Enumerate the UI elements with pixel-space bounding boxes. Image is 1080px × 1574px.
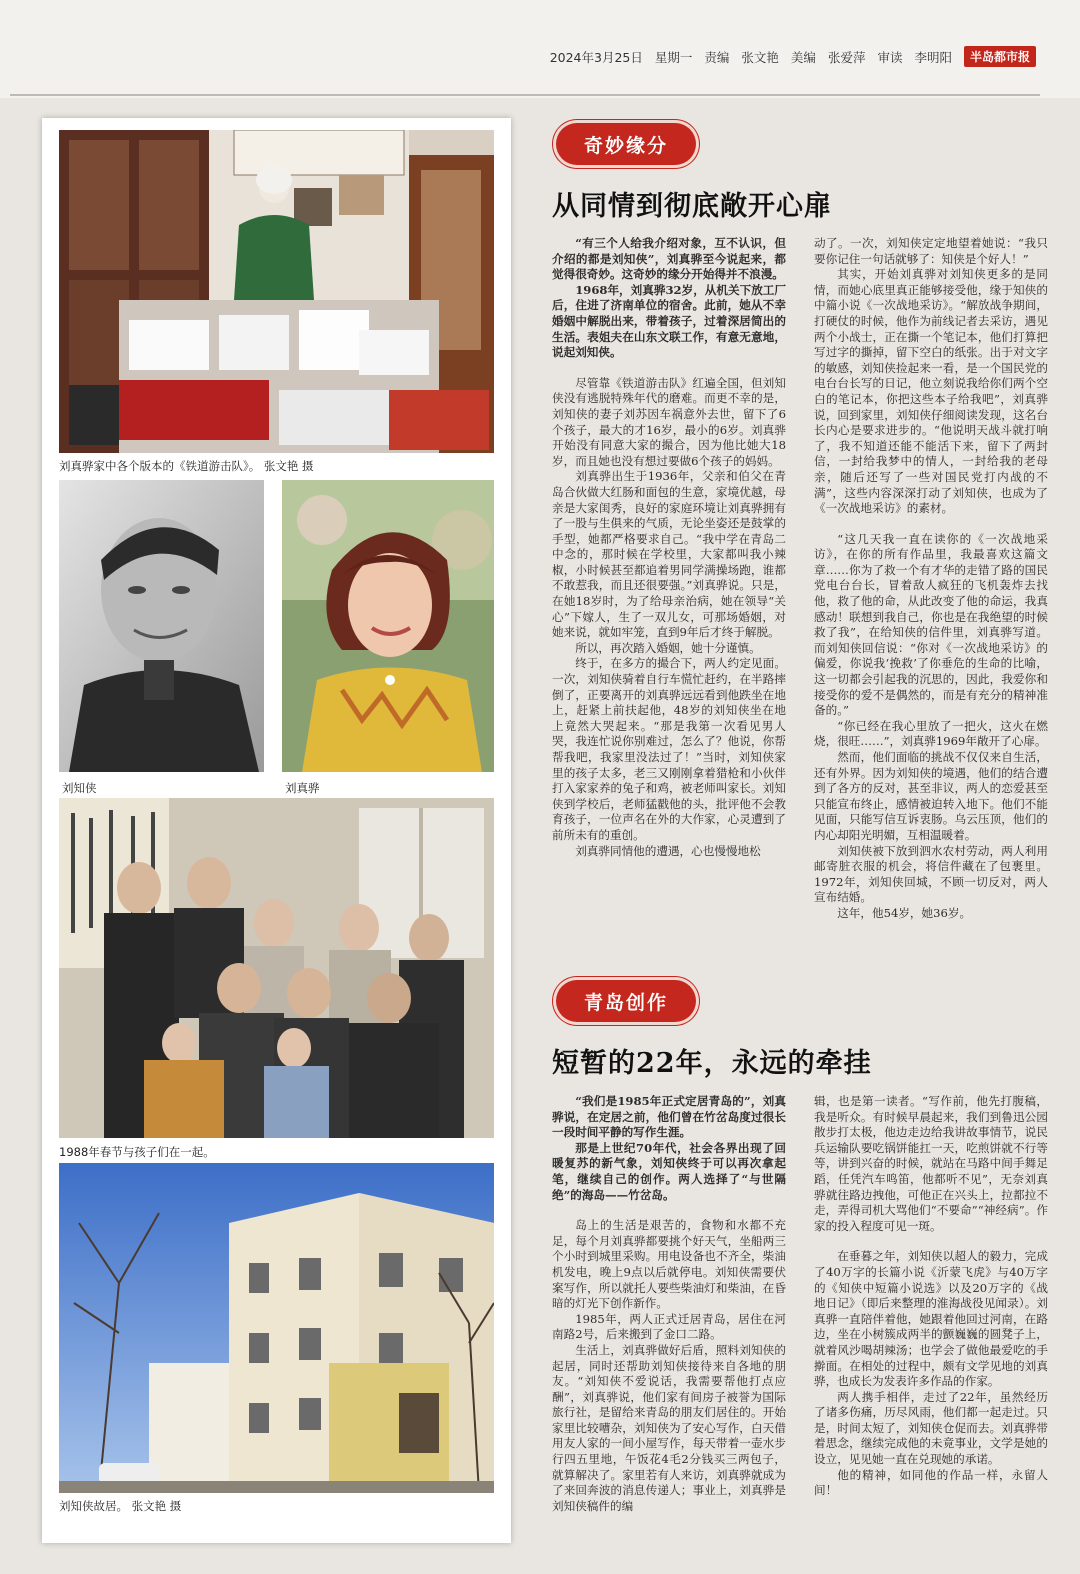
- article-paragraph: 这年，他54岁，她36岁。: [837, 905, 972, 920]
- article-paragraph: 他的精神，如同他的作品一样，永留人间！: [814, 1467, 1048, 1498]
- caption-liu-zhenhua: 刘真骅: [285, 781, 320, 795]
- article-paragraph: 尽管靠《铁道游击队》红遍全国，但刘知侠没有逃脱特殊年代的磨难。而更不幸的是，刘知侠的妻子刘苏因车祸意外去世，留下了6个孩子，最大的才16岁，最小的6岁。刘真骅开始没有同意大家的撮合，因为他比她大18岁，而且她也没有想过要做6个孩子的妈妈。: [552, 375, 786, 468]
- photo-column: [42, 118, 511, 1543]
- article-paragraph: 在垂暮之年，刘知侠以超人的毅力，完成了40万字的长篇小说《沂蒙飞虎》与40万字的《知侠中短篇小说选》以及20万字的《战地日记》（即后来整理的淮海战役见闻录）。刘真骅一直陪伴着他，她跟着他回过河南，在路边，坐在小树簇成两半的颤巍巍的圆凳子上，就着风沙喝胡辣汤；也学会了做他最爱吃的手擀面。在相处的过程中，颇有文学见地的刘真骅，也成长为发表许多作品的作家。: [814, 1249, 1048, 1389]
- caption-former-residence: 刘知侠故居。 张文艳 摄: [59, 1499, 182, 1513]
- header-divider: [10, 94, 1040, 96]
- reviewer-label: 审读: [877, 49, 903, 65]
- article-paragraph: 其实，开始刘真骅对刘知侠更多的是同情，而她心底里真正能够接受他，缘于知侠的中篇小说《一次战地采访》。“解放战争期间，打硬仗的时候，他作为前线记者去采访，遇见两个小战士，正在撕一个笔记本，他们打算把写过字的撕掉，留下空白的纸张。出于对文字的敏感，刘知侠捡起来一看，是一个国民党的电台台长写的日记，他立刻说我给你们两个空白的笔记本，你把这些本子给我吧”，刘真骅说，回到家里，刘知侠仔细阅读发现，这名台长内心是要求进步的。“他说明天战斗就打响了，我不知道还能不能活下来，留下了两封信，一封给我梦中的情人，一封给我的老母亲，随后还写了一些对国民党打内战的不满”，这些内容深深打动了刘知侠，也成为了《一次战地采访》的素材。: [814, 267, 1048, 516]
- article-paragraph: 刘真骅出生于1936年，父亲和伯父在青岛合伙做大红肠和面包的生意，家境优越，母亲是大家闺秀，良好的家庭环境让刘真骅拥有了一股与生俱来的气质，无论坐姿还是鼓掌的手型，她都严格要求自己。“我中学在青岛二中念的，那时候在学校里，大家都叫我小辣椒，小时候甚至都追着男同学满操场跑，谁都不敢惹我，而且还很要强。”刘真骅说。只是，在她18岁时，为了给母亲治病，她在领导“关心”下嫁人，生了一双儿女，可那场婚姻，对她来说，就如牢笼，直到9年后才终于解脱。: [552, 469, 786, 640]
- article-paragraph: 动了。一次，刘知侠定定地望着她说：“我只要你记住一句话就够了：知侠是个好人！”: [814, 236, 1048, 266]
- photo-liu-zhixia: [59, 480, 264, 772]
- article-paragraph: “你已经在我心里放了一把火，这火在燃烧，很旺……”，刘真骅1969年敞开了心扉。: [814, 718, 1048, 749]
- photo-liu-zhenhua: [282, 480, 494, 772]
- article-paragraph: 辑，也是第一读者。“写作前，他先打腹稿，我是听众。有时候早晨起来，我们到鲁迅公园散步打太极，他边走边给我讲故事情节，说民兵运输队要吃锅饼能扛一天，吃煎饼就不行等等，讲到兴奋的时候，就站在马路中间手舞足蹈，任凭汽车鸣笛，他都听不见”，无奈刘真骅就往路边拽他，可他正在兴头上，拉都拉不走，弄得司机大骂他们“不要命”“神经病”。作家的投入程度可见一斑。: [814, 1094, 1048, 1233]
- page-header: [0, 0, 1080, 98]
- section2-column-1: [552, 1094, 786, 1534]
- section2-column-2: [814, 1094, 1048, 1534]
- article-paragraph: 1968年，刘真骅32岁，从机关下放工厂后，住进了济南单位的宿舍。此前，她从不幸婚姻中解脱出来，带着孩子，过着深居简出的生活。表姐夫在山东文联工作，有意无意地，说起刘知侠。: [552, 282, 786, 360]
- caption-liu-zhixia: 刘知侠: [62, 781, 97, 795]
- article-paragraph: 终于，在多方的撮合下，两人约定见面。一次，刘知侠骑着自行车慌忙赶约，在半路摔倒了，正要离开的刘真骅远远看到他跌坐在地上，赶紧上前扶起他，48岁的刘知侠坐在地上竟然大哭起来。“那是我第一次看见男人哭，我连忙说你别难过，怎么了？他说，你帮帮我吧，我家里没法过了！”当时，刘知侠家里的孩子太多，老三又刚刚拿着猎枪和小伙伴打入家家养的兔子和鸡，被老师叫家长。刘知侠到学校后，老师猛戳他的头，批评他不会教育孩子，一位声名在外的大作家，心灵遭到了前所未有的重创。: [552, 656, 786, 842]
- newspaper-masthead: 半岛都市报: [964, 46, 1036, 67]
- article-paragraph: 刘真骅同情他的遭遇，心也慢慢地松: [575, 843, 761, 858]
- caption-books-at-home: 刘真骅家中各个版本的《铁道游击队》。 张文艳 摄: [59, 459, 314, 473]
- article-paragraph: 两人携手相伴，走过了22年，虽然经历了诸多伤痛，历尽风雨，他们都一起走过。只是，时间太短了，刘知侠仓促而去。刘真骅带着思念，继续完成他的未竟事业，文学是她的设立，见见她一直在兑现她的承诺。: [814, 1389, 1048, 1467]
- article-paragraph: 所以，再次踏入婚姻，她十分谨慎。: [575, 640, 761, 655]
- article-paragraph: “有三个人给我介绍对象，互不认识，但介绍的都是刘知侠”，刘真骅至今说起来，都觉得很奇妙。这奇妙的缘分开始得并不浪漫。: [552, 236, 786, 282]
- photo-family-1988: [59, 798, 494, 1138]
- article-paragraph: 1985年，两人正式迁居青岛，居住在河南路2号，后来搬到了金口二路。: [552, 1311, 786, 1342]
- reviewer-name: 李明阳: [914, 49, 952, 65]
- article-paragraph: 那是上世纪70年代，社会各界出现了回暖复苏的新气象，刘知侠终于可以再次拿起笔，继续自己的创作。两人选择了“与世隔绝”的海岛——竹岔岛。: [552, 1140, 786, 1202]
- article-paragraph: “我们是1985年正式定居青岛的”，刘真骅说，在定居之前，他们曾在竹岔岛度过很长一段时间平静的写作生涯。: [552, 1094, 786, 1140]
- article-paragraph: 刘知侠被下放到泗水农村劳动，两人利用邮寄脏衣服的机会，将信件藏在了包裹里。1972年，刘知侠回城，不顾一切反对，两人宣布结婚。: [814, 843, 1048, 905]
- designer-label: 美编: [790, 49, 816, 65]
- photo-books-at-home: [59, 130, 494, 453]
- issue-weekday: 星期一: [654, 49, 693, 65]
- article-paragraph: 然而，他们面临的挑战不仅仅来自生活，还有外界。因为刘知侠的境遇，他们的结合遭到了各方的反对，甚至非议，两人的恋爱甚至只能宣布终止，感情被迫转入地下。他们不能见面，只能写信互诉衷肠。乌云压顶，他们的内心却阳光明媚，互相温暖着。: [814, 750, 1048, 842]
- section-badge-destiny: 奇妙缘分: [556, 123, 696, 165]
- article-paragraph: 生活上，刘真骅做好后盾，照料刘知侠的起居，同时还帮助刘知侠接待来自各地的朋友。“刘知侠不爱说话，我需要帮他打点应酬”，刘真骅说，他们家有间房子被誉为国际旅行社，是留给来青岛的朋友们居住的。开始家里比较嘈杂，刘知侠为了安心写作，白天借用友人家的一间小屋写作，每天带着一壶水步行四五里地，午饭花4毛2分钱买三两包子，就算解决了。家里若有人来访，刘真骅就成为了来回奔波的消息传递人；事业上，刘真骅是刘知侠稿件的编: [552, 1342, 786, 1513]
- section1-column-2: [814, 236, 1048, 948]
- editor-label: 责编: [704, 49, 730, 65]
- article-paragraph: 岛上的生活是艰苦的，食物和水都不充足，每个月刘真骅都要挑个好天气，坐船两三个小时到城里采购。用电设备也不齐全，柴油机发电，晚上9点以后就停电。刘知侠需要伏案写作，所以就托人要些柴油灯和柴油，在昏暗的灯光下创作新作。: [552, 1218, 786, 1311]
- section1-headline: 从同情到彻底敞开心扉: [552, 191, 832, 222]
- issue-date: 2024年3月25日: [549, 49, 643, 65]
- article-paragraph: “这几天我一直在读你的《一次战地采访》，在你的所有作品里，我最喜欢这篇文章……你为了救一个有才华的走错了路的国民党电台台长，冒着敌人疯狂的飞机轰炸去找他，救了他的命，从此改变了他的命运，我真感动！联想到我自己，你也是在我绝望的时候救了我”，在给知侠的信件里，刘真骅写道。而刘知侠回信说：“你对《一次战地采访》的偏爱，你说我‘挽救’了你垂危的生命的比喻，这一切都会引起我的沉思的，因此，我爱你和接受你的爱不是偶然的，而是有充分的精神准备的。”: [814, 531, 1048, 718]
- section1-column-1: [552, 236, 786, 948]
- header-meta: [550, 46, 1036, 67]
- editor-name: 张文艳: [741, 49, 779, 65]
- caption-family-1988: 1988年春节与孩子们在一起。: [59, 1145, 215, 1159]
- section2-headline: 短暂的22年，永远的牵挂: [552, 1048, 872, 1079]
- designer-name: 张爱萍: [827, 49, 866, 65]
- photo-former-residence: [59, 1163, 494, 1493]
- section-badge-qingdao: 青岛创作: [556, 980, 696, 1022]
